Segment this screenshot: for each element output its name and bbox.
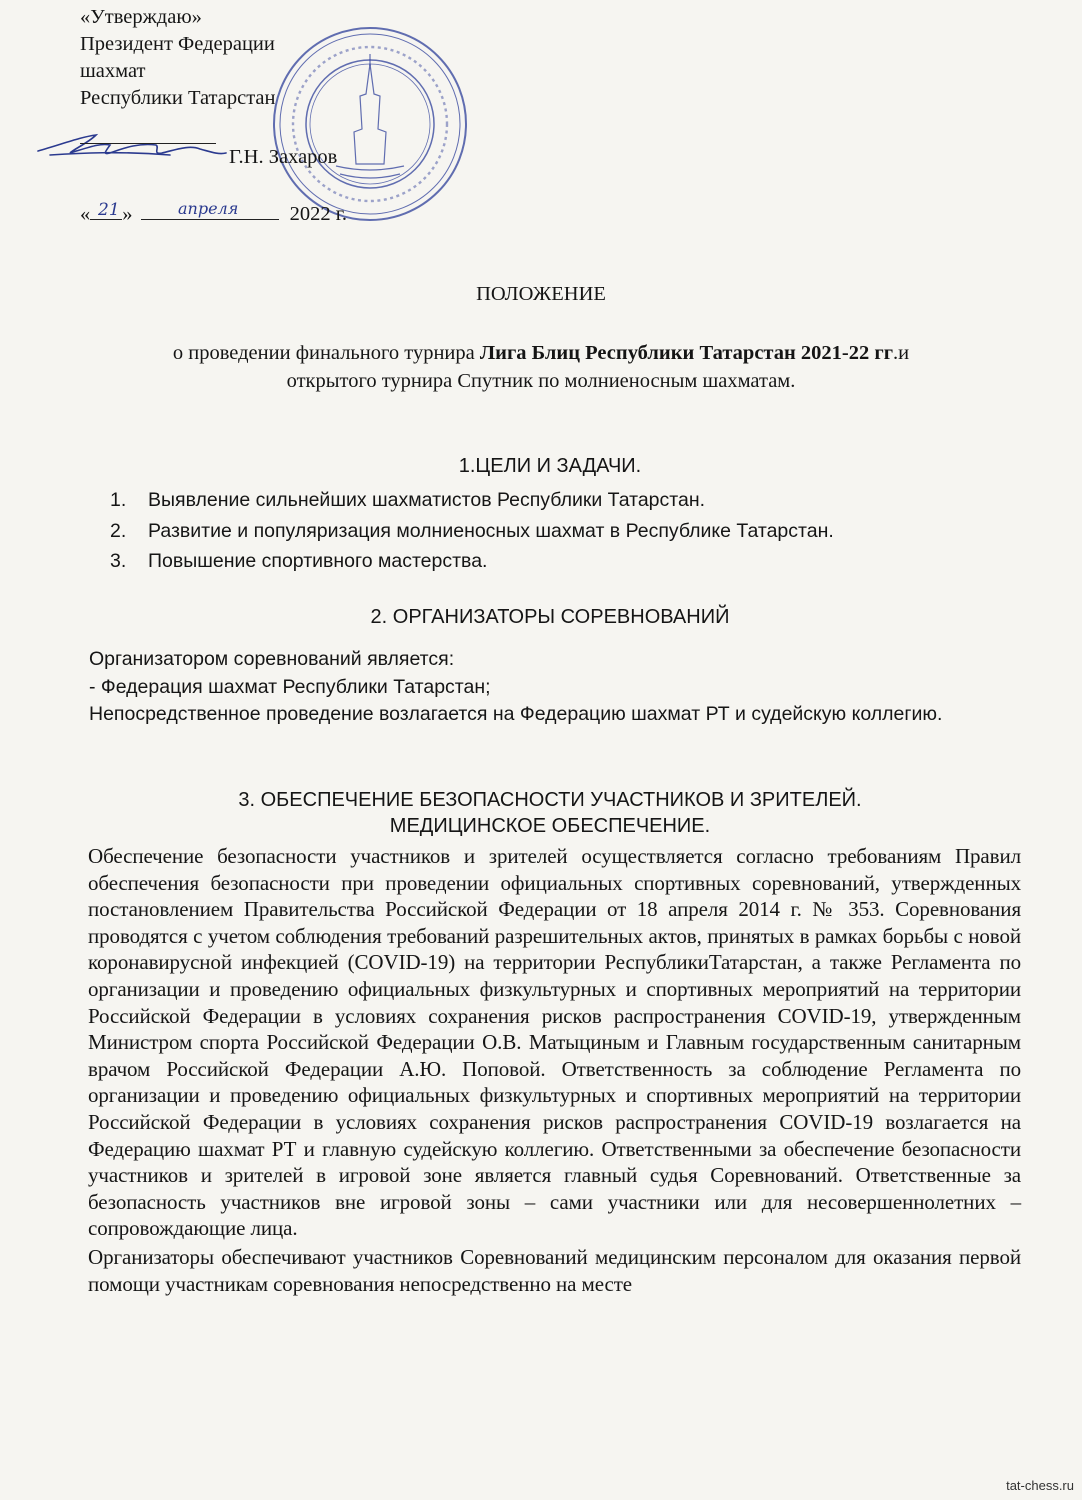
goals-list xyxy=(110,485,834,577)
section-2-line: Организатором соревнований является: xyxy=(89,648,455,670)
date-open-quote: « xyxy=(80,203,91,225)
handwritten-month: апреля xyxy=(178,199,239,218)
section-2-paragraph: Непосредственное проведение возлагается на Федерацию шахмат РТ и судейскую коллегию. xyxy=(89,703,943,725)
approval-line: Республики Татарстан xyxy=(80,87,276,109)
approval-line: Президент Федерации xyxy=(80,33,275,55)
section-3-heading: 3. ОБЕСПЕЧЕНИЕ БЕЗОПАСНОСТИ УЧАСТНИКОВ И ЗРИТЕЛЕЙ. xyxy=(238,789,862,811)
section-3-body xyxy=(88,843,1021,1297)
list-item xyxy=(110,516,834,547)
approval-block xyxy=(80,4,275,112)
handwritten-day: 21 xyxy=(98,200,120,220)
list-text: Повышение спортивного мастерства. xyxy=(148,550,488,572)
section-1-heading: 1.ЦЕЛИ И ЗАДАЧИ. xyxy=(458,455,642,477)
handwritten-signature xyxy=(30,125,240,175)
list-text: Развитие и популяризация молниеносных шахмат в Республике Татарстан. xyxy=(148,519,834,542)
signature-line xyxy=(80,143,216,144)
subtitle-line-2: открытого турнира Спутник по молниеносным шахматам. xyxy=(286,370,796,392)
date-year: 2022 г. xyxy=(289,203,347,225)
list-number: 3. xyxy=(110,550,127,572)
list-number: 2. xyxy=(110,519,127,542)
tournament-name: Лига Блиц Республики Татарстан 2021-22 гг xyxy=(479,342,893,364)
seal-stamp xyxy=(270,24,470,224)
document-title: ПОЛОЖЕНИЕ xyxy=(476,283,606,305)
subtitle-text: о проведении финального турнира xyxy=(172,342,480,364)
handwritten-date xyxy=(96,197,286,223)
list-item xyxy=(110,485,834,516)
signatory-name: Г.Н. Захаров xyxy=(229,146,338,168)
approval-line: «Утверждаю» xyxy=(80,6,202,28)
document-subtitle xyxy=(60,339,1022,395)
list-text: Выявление сильнейших шахматистов Республики Татарстан. xyxy=(148,489,706,511)
subtitle-text: .и xyxy=(893,342,910,364)
section-3-paragraph-1: Обеспечение безопасности участников и зрителей осуществляется согласно требованиям Правил обеспечения безопасности при проведении официальных спортивных соревнований, утвержденных постановлением Правительства Российской Федерации от 18 апреля 2014 г. № 353. Соревнования проводятся с учетом соблюдения требований разрешительных актов, принятых в рамках борьбы с новой коронавирусной инфекцией (COVID-19) на территории РеспубликиТатарстан, а также Регламента по организации и проведению официальных физкультурных и спортивных мероприятий на территории Российской Федерации в условиях сохранения рисков распространения COVID-19, утвержденным Министром спорта Российской Федерации О.В. Матыциным и Главным государственным санитарным врачом Российской Федерации А.Ю. Поповой. Ответственность за соблюдение Регламента по организации и проведению официальных физкультурных и спортивных мероприятий на территории Российской Федерации в условиях сохранения рисков распространения COVID-19 возлагается на Федерацию шахмат РТ и главную судейскую коллегию. Ответственными за обеспечение безопасности участников и зрителей в игровой зоне является главный судья Соревнований. Ответственные за безопасность участников вне игровой зоны – сами участники или для несовершеннолетних – сопровождающие лица. xyxy=(88,844,1021,1241)
section-2-heading: 2. ОРГАНИЗАТОРЫ СОРЕВНОВАНИЙ xyxy=(370,606,730,628)
approval-line: шахмат xyxy=(80,60,146,82)
list-item xyxy=(110,546,834,577)
site-watermark: tat-chess.ru xyxy=(1006,1478,1074,1493)
section-3-paragraph-2: Организаторы обеспечивают участников Соревнований медицинским персоналом для оказания первой помощи участникам соревнования непосредственно на месте xyxy=(88,1244,1021,1296)
section-2-line: - Федерация шахмат Республики Татарстан; xyxy=(89,675,491,698)
date-close-quote: » xyxy=(122,203,133,225)
section-2-body xyxy=(89,646,1019,729)
section-3-subheading: МЕДИЦИНСКОЕ ОБЕСПЕЧЕНИЕ. xyxy=(389,815,711,837)
list-number: 1. xyxy=(110,489,127,511)
